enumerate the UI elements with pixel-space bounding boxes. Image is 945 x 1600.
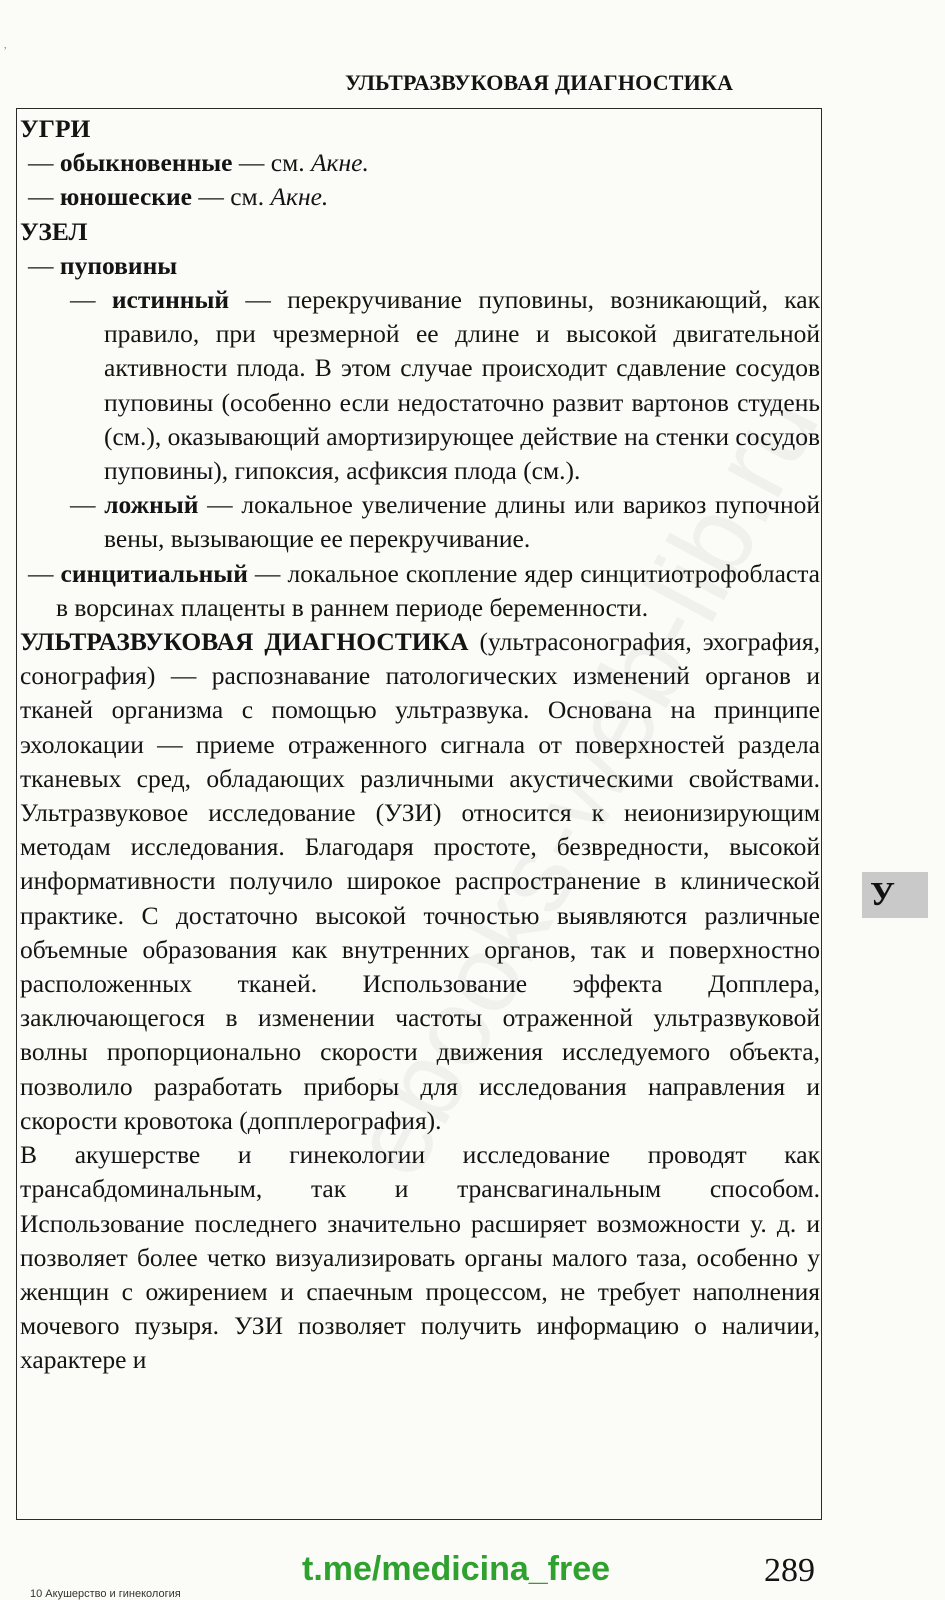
subentry-ugri-common: — обыкновенные — см. Акне. xyxy=(28,148,369,178)
see-label: см. xyxy=(270,148,305,178)
subentry-ugri-juvenile: — юношеские — см. Акне. xyxy=(28,182,329,212)
term: ложный xyxy=(104,490,199,520)
cross-reference: Акне. xyxy=(270,182,329,212)
cross-reference: Акне. xyxy=(310,148,369,178)
entry-ultrasound-para2: В акушерстве и гинекологии исследование проводят как трансабдоминальным, так и трансвагинальным способом. Использование последнего значительно расширяет возможности у. д. и позволяет более четко визуализировать органы малого таза, особенно у женщин с ожирением и спаечным процессом, не требует наполнения мочевого пузыря. УЗИ позволяет получить информацию о наличии, характере и xyxy=(20,1140,820,1375)
page-number: 289 xyxy=(764,1552,815,1589)
subentry-true-knot: — истинный — перекручивание пуповины, возникающий, как правило, при чрезмерной ее длине и высокой двигательной активности плода. В этом случае происходит сдавление сосудов пуповины (особенно если недостаточно развит вартонов студень (см.), оказывающий амортизирующее действие на стенки сосудов пуповины), гипоксия, асфиксия плода (см.). xyxy=(70,285,821,486)
subentry-uzel-cord: — пуповины xyxy=(28,250,178,280)
definition: (ультрасонография, эхография, сонография) — распознавание патологических изменений органов и тканей организма с помощью ультразвука. Основана на принципе эхолокации — приеме отраженного сигнала от поверхностей раздела тканевых сред, обладающих различными акустическими свойствами. Ультразвуковое исследование (УЗИ) относится к неионизирующим методам исследования. Благодаря простоте, безвредности, высокой информативности получило широкое распространение в клинической практике. С достаточно высокой точностью выявляются различные объемные образования как внутренних органов, так и поверхностно расположенных тканей. Использование эффекта Допплера, заключающегося в изменении частоты отраженной ультразвуковой волны пропорционально скорости движения исследуемого объекта, позволило разработать приборы для исследования направления и скорости кровотока (допплерография). xyxy=(20,627,820,1135)
term: пуповины xyxy=(59,250,178,280)
dictionary-content xyxy=(20,112,820,1378)
term: истинный xyxy=(111,285,230,315)
footer-note: 10 Акушерство и гинекология xyxy=(30,1588,181,1600)
definition: локальное увеличение длины или варикоз пупочной вены, вызывающие ее перекручивание. xyxy=(104,490,821,554)
alphabet-tab: У xyxy=(862,872,928,918)
term: обыкновенные xyxy=(59,148,233,178)
entry-head-ugri: УГРИ xyxy=(20,114,91,143)
entry-ultrasound xyxy=(20,625,820,1138)
definition: перекручивание пуповины, возникающий, как правило, при чрезмерной ее длине и высокой двигательной активности плода. В этом случае происходит сдавление сосудов пуповины (особенно если недостаточно развит вартонов студень (см.), оказывающий амортизирующее действие на стенки сосудов пуповины), гипоксия, асфиксия плода (см.). xyxy=(104,285,821,486)
running-head: УЛЬТРАЗВУКОВАЯ ДИАГНОСТИКА xyxy=(345,70,734,95)
telegram-link[interactable]: t.me/medicina_free xyxy=(302,1550,611,1588)
margin-mark: , xyxy=(4,40,7,51)
see-label: см. xyxy=(230,182,265,212)
entry-head-ultrasound: УЛЬТРАЗВУКОВАЯ ДИАГНОСТИКА xyxy=(20,627,469,657)
definition: локальное скопление ядер синцитиотрофобласта в ворсинах плаценты в раннем периоде беременности. xyxy=(56,558,820,622)
subentry-false-knot: — ложный — локальное увеличение длины или варикоз пупочной вены, вызывающие ее перекручивание. xyxy=(70,490,821,554)
subentry-syncytial-knot: — синцитиальный — локальное скопление ядер синцитиотрофобласта в ворсинах плаценты в раннем периоде беременности. xyxy=(28,558,820,622)
term: юношеские xyxy=(59,182,192,212)
term: синцитиальный xyxy=(60,558,248,588)
entry-head-uzel: УЗЕЛ xyxy=(20,216,88,246)
